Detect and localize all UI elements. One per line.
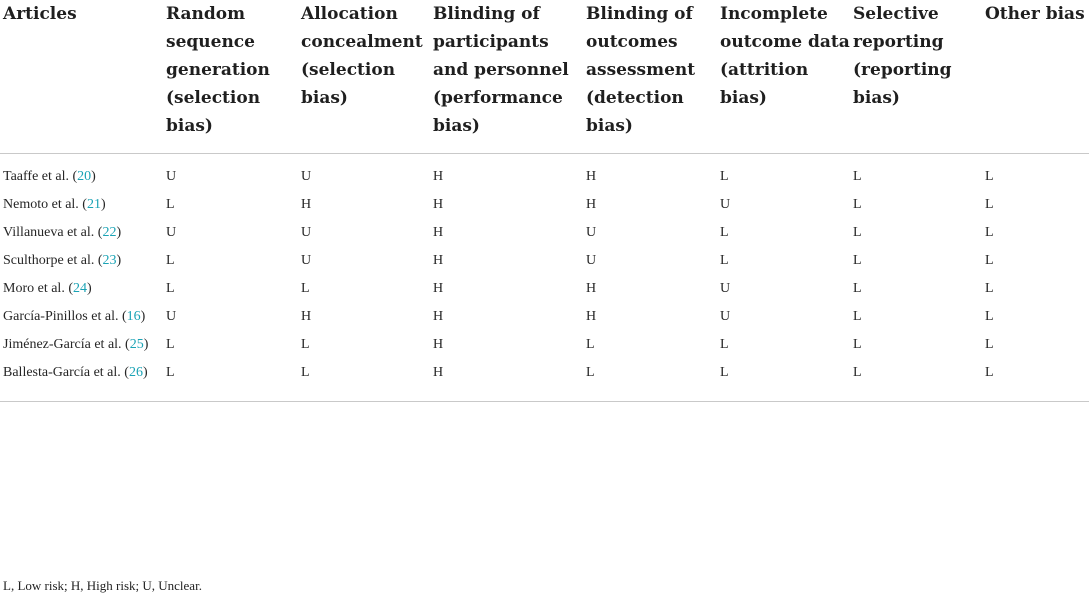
- risk-cell: L: [985, 281, 994, 296]
- risk-cell: L: [853, 197, 862, 212]
- risk-cell: U: [720, 281, 731, 296]
- risk-cell: L: [985, 225, 994, 240]
- risk-cell: L: [301, 337, 310, 352]
- risk-cell: L: [853, 169, 862, 184]
- risk-cell: L: [853, 281, 862, 296]
- risk-cell: L: [853, 337, 862, 352]
- article-cell: [0, 275, 166, 303]
- risk-cell: H: [586, 197, 597, 212]
- reference-link[interactable]: 24: [72, 281, 87, 296]
- risk-cell: L: [853, 225, 862, 240]
- risk-cell: H: [433, 197, 444, 212]
- risk-cell: U: [301, 169, 312, 184]
- risk-cell: H: [433, 365, 444, 380]
- risk-cell: L: [301, 281, 310, 296]
- column-header-random-sequence: Random sequence generation (selection bias): [166, 4, 270, 136]
- risk-cell: L: [853, 309, 862, 324]
- risk-cell: L: [301, 365, 310, 380]
- risk-cell: L: [985, 365, 994, 380]
- column-header-other-bias: Other bias: [985, 4, 1085, 24]
- article-cell: [0, 154, 166, 192]
- table-body: [0, 154, 1089, 402]
- table-row: [0, 303, 1089, 331]
- risk-cell: H: [433, 169, 444, 184]
- risk-cell: U: [720, 197, 731, 212]
- article-name: Taaffe et al. (: [3, 169, 78, 184]
- reference-link[interactable]: 16: [126, 309, 141, 324]
- risk-cell: L: [166, 197, 175, 212]
- article-cell: [0, 331, 166, 359]
- reference-close: ): [86, 281, 92, 296]
- column-header-selective-reporting: Selective reporting (reporting bias): [853, 4, 952, 108]
- reference-close: ): [143, 337, 149, 352]
- table-row: [0, 219, 1089, 247]
- article-name: Nemoto et al. (: [3, 197, 87, 212]
- risk-cell: H: [433, 337, 444, 352]
- risk-cell: L: [853, 365, 862, 380]
- risk-cell: L: [985, 169, 994, 184]
- reference-link[interactable]: 21: [86, 197, 101, 212]
- risk-cell: L: [720, 337, 729, 352]
- reference-link[interactable]: 23: [102, 253, 117, 268]
- risk-cell: L: [985, 253, 994, 268]
- risk-cell: L: [586, 365, 595, 380]
- article-name: Villanueva et al. (: [3, 225, 103, 240]
- article-cell: [0, 191, 166, 219]
- article-cell: [0, 247, 166, 275]
- risk-cell: H: [301, 197, 312, 212]
- table-row: [0, 191, 1089, 219]
- reference-close: ): [91, 169, 96, 184]
- column-header-articles: Articles: [3, 4, 77, 24]
- risk-cell: L: [853, 253, 862, 268]
- risk-cell: H: [301, 309, 312, 324]
- article-cell: [0, 359, 166, 402]
- table-row: [0, 275, 1089, 303]
- risk-cell: U: [166, 169, 177, 184]
- risk-cell: U: [301, 253, 312, 268]
- risk-cell: H: [433, 309, 444, 324]
- risk-cell: U: [301, 225, 312, 240]
- risk-cell: L: [985, 337, 994, 352]
- reference-link[interactable]: 26: [128, 365, 143, 380]
- risk-cell: H: [586, 309, 597, 324]
- risk-cell: L: [985, 309, 994, 324]
- table-row: [0, 359, 1089, 402]
- column-header-blinding-participants: Blinding of participants and personnel (performance bias): [433, 4, 569, 136]
- risk-cell: U: [166, 225, 177, 240]
- header-row: [0, 0, 1089, 154]
- risk-cell: U: [720, 309, 731, 324]
- article-name: Jiménez-García et al. (: [3, 337, 130, 352]
- article-cell: [0, 219, 166, 247]
- risk-cell: L: [166, 337, 175, 352]
- reference-close: ): [140, 309, 146, 324]
- risk-cell: L: [720, 365, 729, 380]
- reference-close: ): [116, 253, 122, 268]
- reference-link[interactable]: 25: [129, 337, 144, 352]
- reference-link[interactable]: 22: [102, 225, 117, 240]
- table-footnote: L, Low risk; H, High risk; U, Unclear.: [3, 578, 202, 593]
- column-header-blinding-outcomes: Blinding of outcomes assessment (detection bias): [586, 4, 696, 136]
- risk-cell: L: [720, 169, 729, 184]
- column-header-allocation: Allocation concealment (selection bias): [301, 4, 423, 108]
- reference-close: ): [142, 365, 148, 380]
- table-row: [0, 154, 1089, 192]
- table-row: [0, 247, 1089, 275]
- risk-cell: U: [166, 309, 177, 324]
- risk-cell: H: [433, 225, 444, 240]
- risk-cell: H: [586, 281, 597, 296]
- risk-cell: H: [433, 281, 444, 296]
- risk-cell: L: [985, 197, 994, 212]
- risk-cell: L: [720, 253, 729, 268]
- risk-cell: U: [586, 225, 597, 240]
- article-name: Sculthorpe et al. (: [3, 253, 103, 268]
- risk-cell: L: [166, 281, 175, 296]
- risk-cell: L: [166, 365, 175, 380]
- table-row: [0, 331, 1089, 359]
- article-name: Moro et al. (: [3, 281, 73, 296]
- risk-cell: H: [433, 253, 444, 268]
- risk-cell: L: [166, 253, 175, 268]
- reference-link[interactable]: 20: [77, 169, 92, 184]
- article-name: Ballesta-García et al. (: [3, 365, 129, 380]
- risk-cell: L: [586, 337, 595, 352]
- risk-cell: H: [586, 169, 597, 184]
- column-header-incomplete-outcome: Incomplete outcome data (attrition bias): [720, 4, 850, 108]
- risk-cell: U: [586, 253, 597, 268]
- reference-close: ): [100, 197, 106, 212]
- risk-cell: L: [720, 225, 729, 240]
- article-cell: [0, 303, 166, 331]
- article-name: García-Pinillos et al. (: [3, 309, 127, 324]
- reference-close: ): [116, 225, 122, 240]
